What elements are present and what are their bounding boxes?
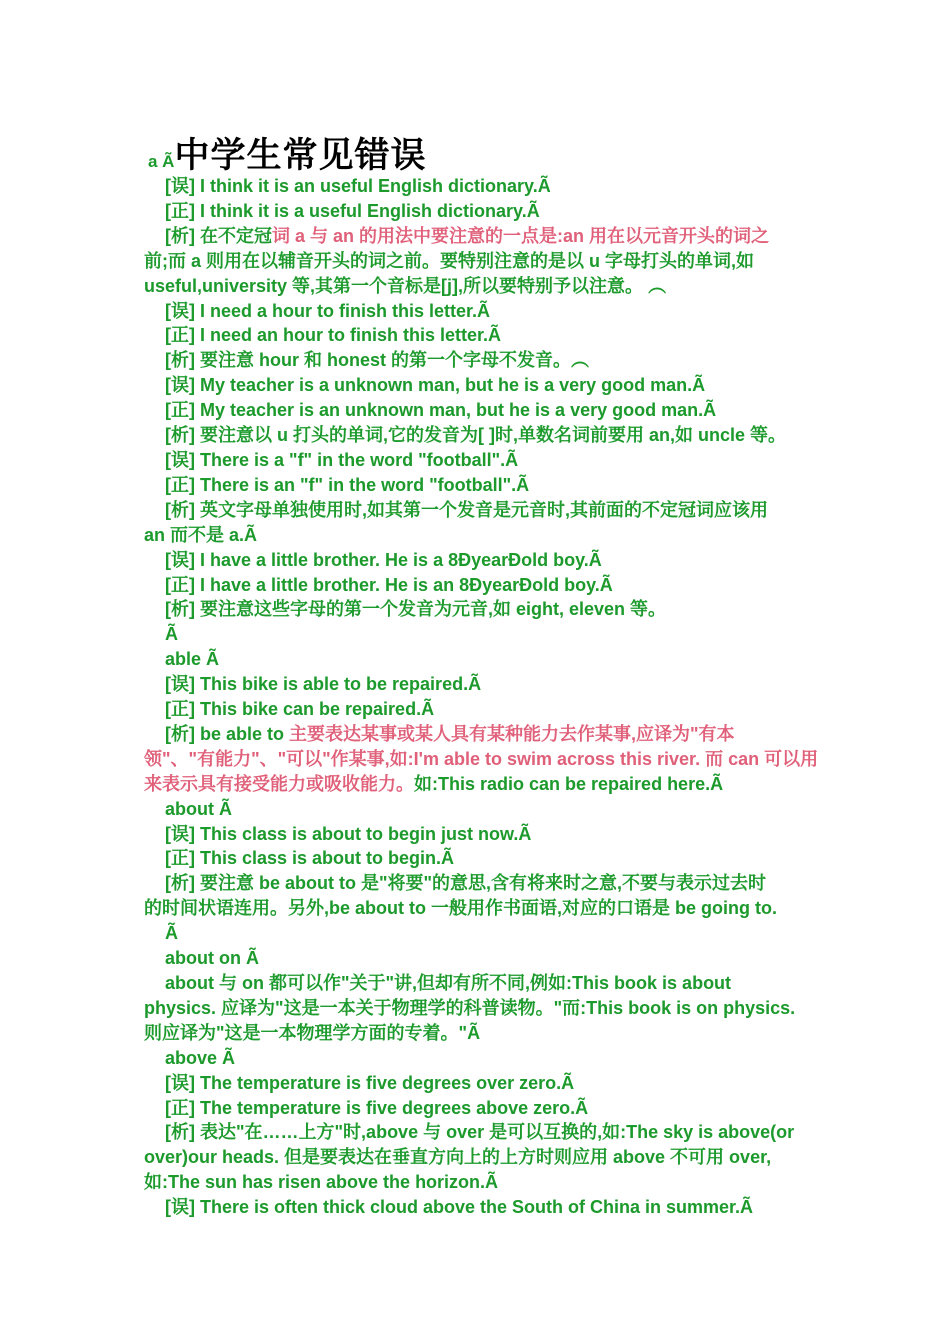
text-line: Ã — [165, 923, 178, 944]
text-segment: [析] be able to — [165, 723, 290, 744]
bracket-mark: ︵ — [570, 350, 589, 371]
text-segment: [析] 在不定冠 — [165, 225, 272, 246]
text-line — [144, 772, 824, 797]
section-heading: above Ã — [165, 1047, 236, 1068]
text-line: [析] 要注意以 u 打头的单词,它的发音为[ ]时,单数名词前要用 an,如 uncle 等。 — [165, 425, 786, 446]
text-line — [144, 348, 824, 373]
text-line: about 与 on 都可以作"关于"讲,但却有所不同,例如:This book is about — [165, 973, 732, 993]
text-line: [析] 表达"在……上方"时,above 与 over 是可以互换的,如:The sky is above(or — [165, 1122, 795, 1143]
text-line: [误] I have a little brother. He is a 8ÐyearÐold boy.Ã — [165, 549, 602, 570]
text-line: [正] This bike can be repaired.Ã — [165, 699, 435, 720]
text-line: an 而不是 a.Ã — [144, 524, 258, 545]
text-line: 前;而 a 则用在以辅音开头的词之前。要特别注意的是以 u 字母打头的单词,如 — [144, 250, 755, 271]
text-line: Ã — [165, 624, 178, 645]
text-line: [误] This bike is able to be repaired.Ã — [165, 674, 482, 695]
text-segment: useful,university 等,其第一个音标是[j],所以要特别予以注意。 — [144, 275, 644, 296]
text-line: over)our heads. 但是要表达在垂直方向上的上方时则应用 above 不可用 over, — [144, 1147, 772, 1168]
text-line: 的时间状语连用。另外,be about to 一般用作书面语,对应的口语是 be going to. — [144, 898, 777, 919]
text-line: [误] There is a "f" in the word "football".Ã — [165, 449, 519, 470]
text-line: [误] I need a hour to finish this letter.Ã — [165, 300, 491, 321]
text-line: [正] I have a little brother. He is an 8ÐyearÐold boy.Ã — [165, 574, 613, 595]
text-line: [析] 英文字母单独使用时,如其第一个发音是元音时,其前面的不定冠词应该用 — [165, 499, 768, 520]
title-prefix: a Ã — [148, 152, 175, 171]
title-main: 中学生常见错误 — [174, 136, 427, 176]
text-line: [正] There is an "f" in the word "football".Ã — [165, 474, 530, 495]
text-line: [析] 要注意 be about to 是"将要"的意思,含有将来时之意,不要与表示过去时 — [165, 873, 767, 894]
text-line — [144, 722, 824, 747]
text-line: [误] This class is about to begin just now.Ã — [165, 823, 532, 844]
section-heading: about Ã — [165, 798, 232, 819]
text-line: [正] I need an hour to finish this letter.Ã — [165, 325, 502, 346]
text-line — [144, 274, 824, 299]
text-line: 则应译为"这是一本物理学方面的专着。"Ã — [144, 1022, 481, 1043]
section-heading: able Ã — [165, 649, 220, 670]
text-segment: [析] 要注意 hour 和 honest 的第一个字母不发音。 — [165, 350, 571, 371]
text-line: [误] My teacher is a unknown man, but he is a very good man.Ã — [165, 375, 706, 396]
highlighted-text: 主要表达某事或某人具有某种能力去作某事,应译为"有本 — [289, 723, 735, 744]
text-segment: 如:This radio can be repaired here.Ã — [414, 773, 724, 794]
section-heading: about on Ã — [165, 948, 259, 969]
document-body — [144, 174, 824, 1220]
text-line: [正] This class is about to begin.Ã — [165, 848, 455, 869]
text-line: physics. 应译为"这是一本关于物理学的科普读物。"而:This book is on physics. — [144, 997, 796, 1018]
highlighted-text: 词 a 与 an 的用法中要注意的一点是:an 用在以元音开头的词之 — [272, 225, 770, 246]
document-title — [148, 128, 426, 174]
text-line: [误] I think it is an useful English dictionary.Ã — [165, 176, 551, 196]
text-line: [正] My teacher is an unknown man, but he is a very good man.Ã — [165, 400, 717, 421]
highlighted-line: 领"、"有能力"、"可以"作某事,如:I'm able to swim across this river. 而 can 可以用 — [144, 748, 819, 769]
text-line: [正] I think it is a useful English dictionary.Ã — [165, 200, 540, 221]
text-line: 如:The sun has risen above the horizon.Ã — [144, 1172, 499, 1193]
highlighted-text: 来表示具有接受能力或吸收能力。 — [144, 773, 414, 794]
text-line: [误] The temperature is five degrees over zero.Ã — [165, 1072, 575, 1093]
bracket-mark: ︵ — [648, 275, 667, 296]
text-line: [正] The temperature is five degrees above zero.Ã — [165, 1097, 589, 1118]
text-line: [误] There is often thick cloud above the South of China in summer.Ã — [165, 1197, 754, 1218]
text-line: [析] 要注意这些字母的第一个发音为元音,如 eight, eleven 等。 — [165, 599, 667, 620]
text-line — [144, 224, 824, 249]
